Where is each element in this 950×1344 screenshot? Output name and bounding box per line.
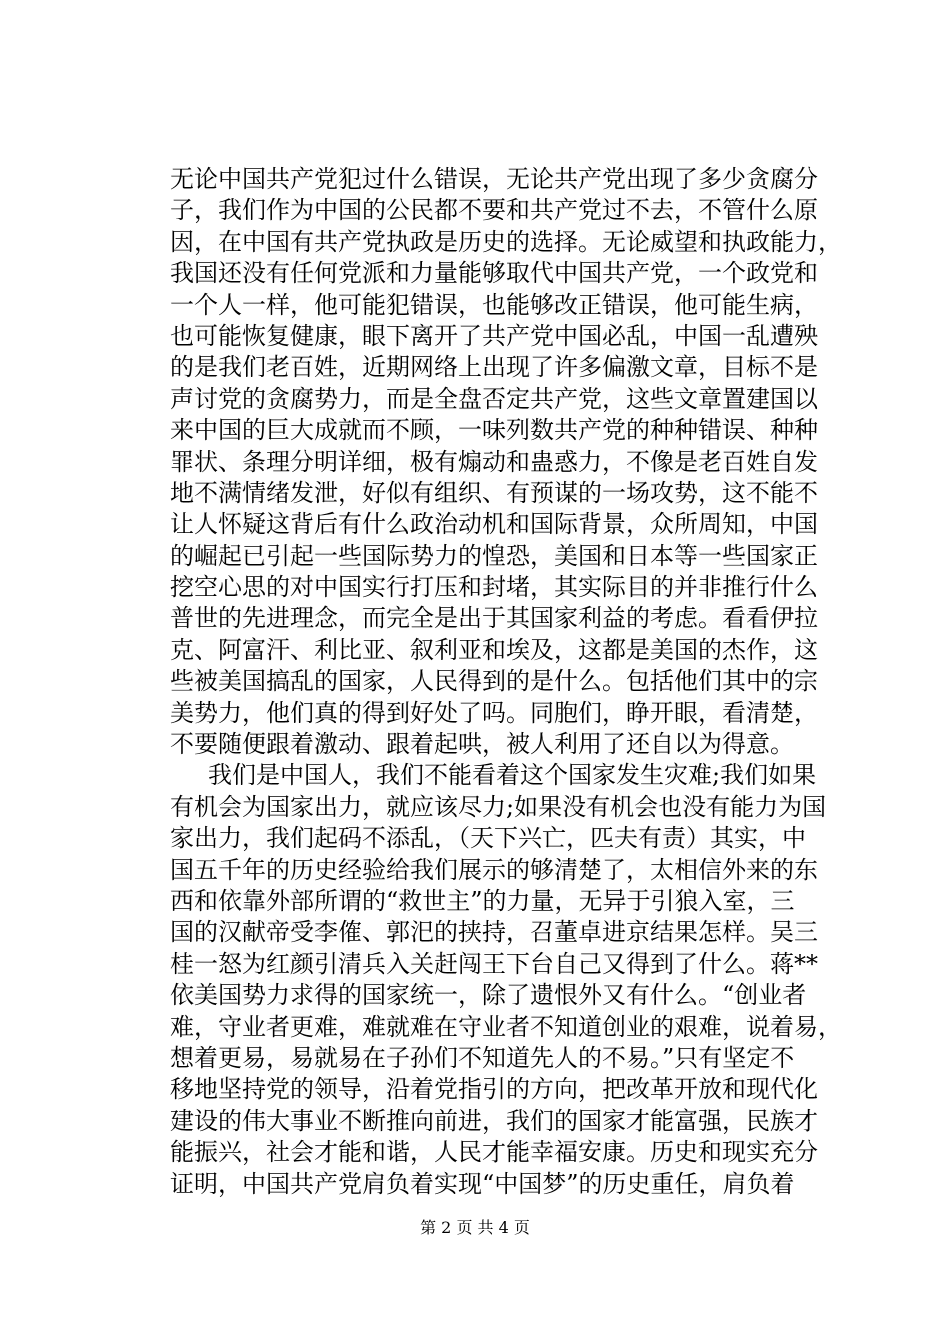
text-line: 想着更易，易就易在子孙们不知道先人的不易。”只有坚定不 [170,1043,795,1072]
text-line: 不要随便跟着激动、跟着起哄，被人利用了还自以为得意。 [170,730,794,759]
document-body [170,164,842,1200]
text-line: 来中国的巨大成就而不顾，一味列数共产党的种种错误、种种 [170,416,818,445]
text-line: 因，在中国有共产党执政是历史的选择。无论威望和执政能力， [170,227,842,256]
text-line: 我国还没有任何党派和力量能够取代中国共产党，一个政党和 [170,259,818,288]
text-line: 证明，中国共产党肩负着实现“中国梦”的历史重任，肩负着 [170,1169,795,1198]
text-line: 无论中国共产党犯过什么错误，无论共产党出现了多少贪腐分 [170,165,818,193]
text-line: 声讨党的贪腐势力，而是全盘否定共产党，这些文章置建国以 [170,384,818,413]
text-line: 移地坚持党的领导，沿着党指引的方向，把改革开放和现代化 [170,1075,818,1104]
text-line: 有机会为国家出力，就应该尽力;如果没有机会也没有能力为国 [170,792,827,821]
paragraph-2 [170,760,842,1199]
page-number-footer: 第 2 页 共 4 页 [420,1218,530,1237]
text-line: 桂一怒为红颜引清兵入关赶闯王下台自己又得到了什么。蒋** [170,949,818,978]
text-line: 些被美国搞乱的国家，人民得到的是什么。包括他们其中的宗 [170,667,818,696]
text-line: 罪状、条理分明详细，极有煽动和蛊惑力，不像是老百姓自发 [170,447,818,476]
text-line: 美势力，他们真的得到好处了吗。同胞们，睁开眼，看清楚， [170,698,818,727]
text-line: 国的汉献帝受李傕、郭汜的挟持，召董卓进京结果怎样。吴三 [170,918,818,947]
text-line: 西和依靠外部所谓的“救世主”的力量，无异于引狼入室，三 [170,886,795,915]
text-line: 一个人一样，他可能犯错误，也能够改正错误，他可能生病， [170,290,818,319]
text-line: 依美国势力求得的国家统一，除了遗恨外又有什么。“创业者 [170,981,807,1010]
text-line: 地不满情绪发泄，好似有组织、有预谋的一场攻势，这不能不 [170,478,818,507]
text-line: 普世的先进理念，而完全是出于其国家利益的考虑。看看伊拉 [170,604,818,633]
text-line: 克、阿富汗、利比亚、叙利亚和埃及，这都是美国的杰作，这 [170,635,818,664]
text-line: 子，我们作为中国的公民都不要和共产党过不去，不管什么原 [170,196,818,225]
text-line: 也可能恢复健康，眼下离开了共产党中国必乱，中国一乱遭殃 [170,321,818,350]
text-line: 的崛起已引起一些国际势力的惶恐，美国和日本等一些国家正 [170,541,818,570]
text-line: 国五千年的历史经验给我们展示的够清楚了，太相信外来的东 [170,855,818,884]
text-line: 建设的伟大事业不断推向前进，我们的国家才能富强，民族才 [170,1106,818,1135]
text-line: 难，守业者更难，难就难在守业者不知道创业的艰难，说着易， [170,1012,842,1041]
text-line-indented: 我们是中国人，我们不能看着这个国家发生灾难;我们如果 [208,761,817,790]
text-line: 家出力，我们起码不添乱，（天下兴亡，匹夫有责）其实，中 [170,824,806,853]
paragraph-1 [170,164,842,760]
text-line: 让人怀疑这背后有什么政治动机和国际背景，众所周知，中国 [170,510,818,539]
text-line: 的是我们老百姓，近期网络上出现了许多偏激文章，目标不是 [170,353,818,382]
text-line: 能振兴，社会才能和谐，人民才能幸福安康。历史和现实充分 [170,1138,818,1167]
text-line: 挖空心思的对中国实行打压和封堵，其实际目的并非推行什么 [170,573,818,602]
